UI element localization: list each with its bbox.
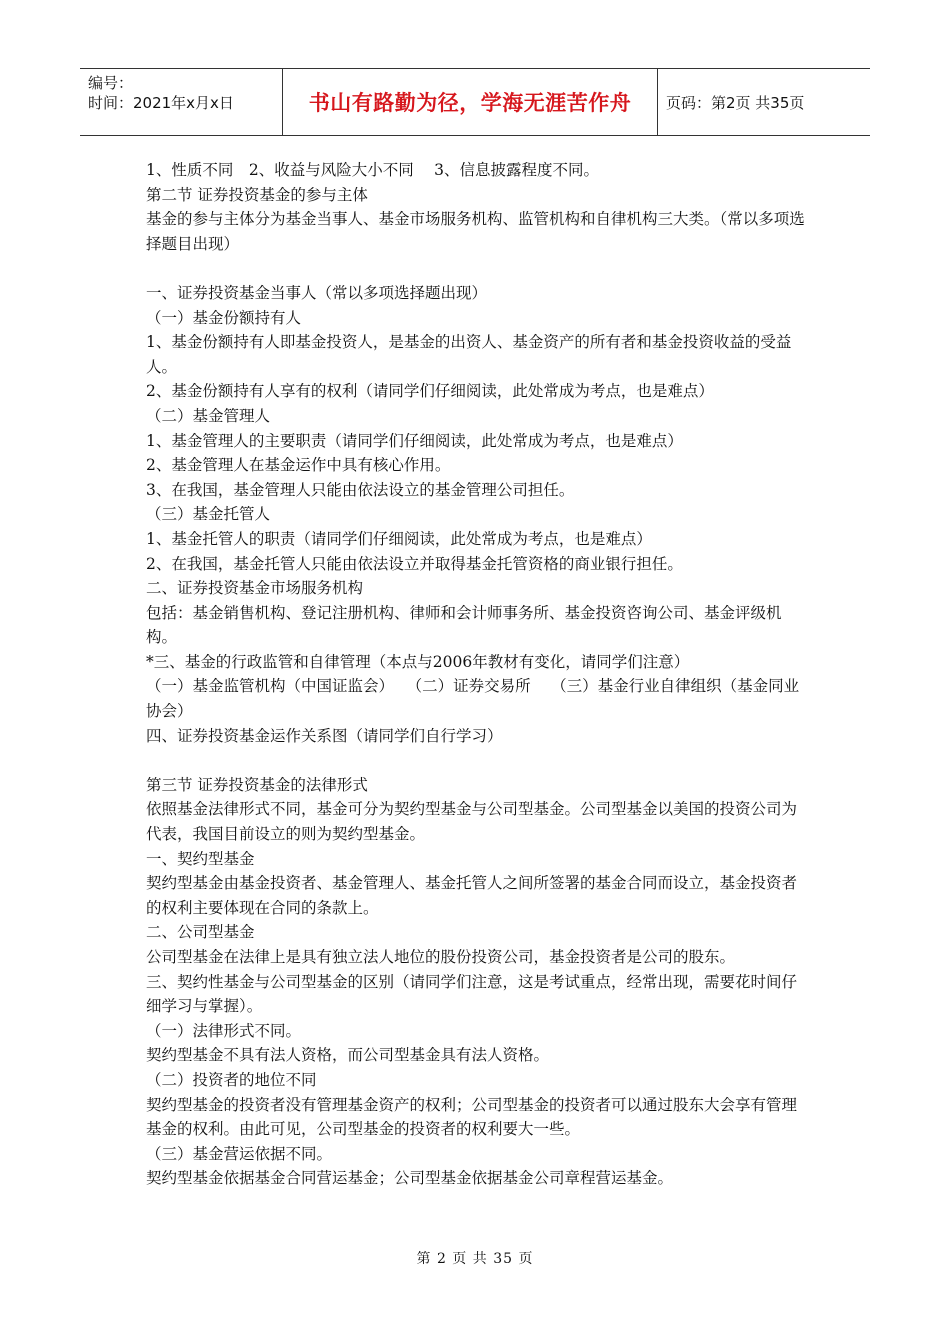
body-paragraph: 2、基金份额持有人享有的权利（请同学们仔细阅读，此处常成为考点，也是难点） — [146, 382, 714, 401]
body-paragraph: 第二节 证券投资基金的参与主体 — [146, 185, 368, 204]
document-number-label: 编号： — [88, 74, 134, 92]
document-date: 时间：2021年x月x日 — [88, 94, 234, 112]
body-paragraph: 包括：基金销售机构、登记注册机构、律师和会计师事务所、基金投资咨询公司、基金评级机构。 — [146, 603, 782, 647]
body-paragraph: 二、公司型基金 — [146, 923, 255, 942]
body-paragraph: （二）基金管理人 — [146, 406, 271, 425]
body-paragraph: 契约型基金依据基金合同营运基金；公司型基金依据基金公司章程营运基金。 — [146, 1169, 674, 1188]
header-page-info: 页码：第2页 共35页 — [666, 93, 805, 112]
body-paragraph: 契约型基金不具有法人资格，而公司型基金具有法人资格。 — [146, 1046, 550, 1065]
body-paragraph: （一）基金监管机构（中国证监会） （二）证券交易所 （三）基金行业自律组织（基金同业协会） — [146, 677, 800, 721]
blank-line — [146, 748, 812, 773]
body-paragraph: （三）基金托管人 — [146, 505, 271, 524]
body-paragraph: （三）基金营运依据不同。 — [146, 1144, 333, 1163]
body-paragraph: （一）基金份额持有人 — [146, 308, 302, 327]
body-paragraph: 1、性质不同 2、收益与风险大小不同 3、信息披露程度不同。 — [146, 161, 600, 179]
blank-line — [146, 256, 812, 281]
body-paragraph: 第三节 证券投资基金的法律形式 — [146, 775, 368, 794]
body-paragraph: 3、在我国，基金管理人只能由依法设立的基金管理公司担任。 — [146, 480, 575, 499]
body-paragraph: 2、基金管理人在基金运作中具有核心作用。 — [146, 456, 451, 475]
body-paragraph: 1、基金托管人的职责（请同学们仔细阅读，此处常成为考点，也是难点） — [146, 529, 652, 548]
body-paragraph: *三、基金的行政监管和自律管理（本点与2006年教材有变化，请同学们注意） — [146, 652, 690, 671]
body-paragraph: 1、基金份额持有人即基金投资人，是基金的出资人、基金资产的所有者和基金投资收益的受益人。 — [146, 333, 792, 376]
header-meta — [80, 69, 282, 135]
body-paragraph: （一）法律形式不同。 — [146, 1021, 302, 1040]
body-paragraph: 一、证券投资基金当事人（常以多项选择题出现） — [146, 283, 488, 302]
document-body — [146, 158, 812, 1191]
page-header — [80, 68, 870, 136]
body-paragraph: 契约型基金的投资者没有管理基金资产的权利；公司型基金的投资者可以通过股东大会享有管理基金的权利。由此可见，公司型基金的投资者的权利要大一些。 — [146, 1095, 798, 1139]
page-footer: 第 2 页 共 35 页 — [416, 1251, 534, 1267]
body-paragraph: 依照基金法律形式不同，基金可分为契约型基金与公司型基金。公司型基金以美国的投资公司为代表，我国目前设立的则为契约型基金。 — [146, 800, 798, 844]
body-paragraph: 三、契约性基金与公司型基金的区别（请同学们注意，这是考试重点，经常出现，需要花时间仔细学习与掌握）。 — [146, 972, 798, 1016]
header-motto: 书山有路勤为径，学海无涯苦作舟 — [282, 69, 658, 135]
body-paragraph: 公司型基金在法律上是具有独立法人地位的股份投资公司，基金投资者是公司的股东。 — [146, 948, 736, 966]
body-paragraph: 基金的参与主体分为基金当事人、基金市场服务机构、监管机构和自律机构三大类。（常以多项选择题目出现） — [146, 210, 805, 253]
body-paragraph: 一、契约型基金 — [146, 849, 255, 868]
body-paragraph: 契约型基金由基金投资者、基金管理人、基金托管人之间所签署的基金合同而设立，基金投资者的权利主要体现在合同的条款上。 — [146, 874, 798, 917]
body-paragraph: 2、在我国，基金托管人只能由依法设立并取得基金托管资格的商业银行担任。 — [146, 554, 683, 573]
body-paragraph: 1、基金管理人的主要职责（请同学们仔细阅读，此处常成为考点，也是难点） — [146, 431, 683, 450]
body-paragraph: 二、证券投资基金市场服务机构 — [146, 579, 364, 598]
body-paragraph: （二）投资者的地位不同 — [146, 1070, 317, 1089]
body-paragraph: 四、证券投资基金运作关系图（请同学们自行学习） — [146, 726, 503, 745]
